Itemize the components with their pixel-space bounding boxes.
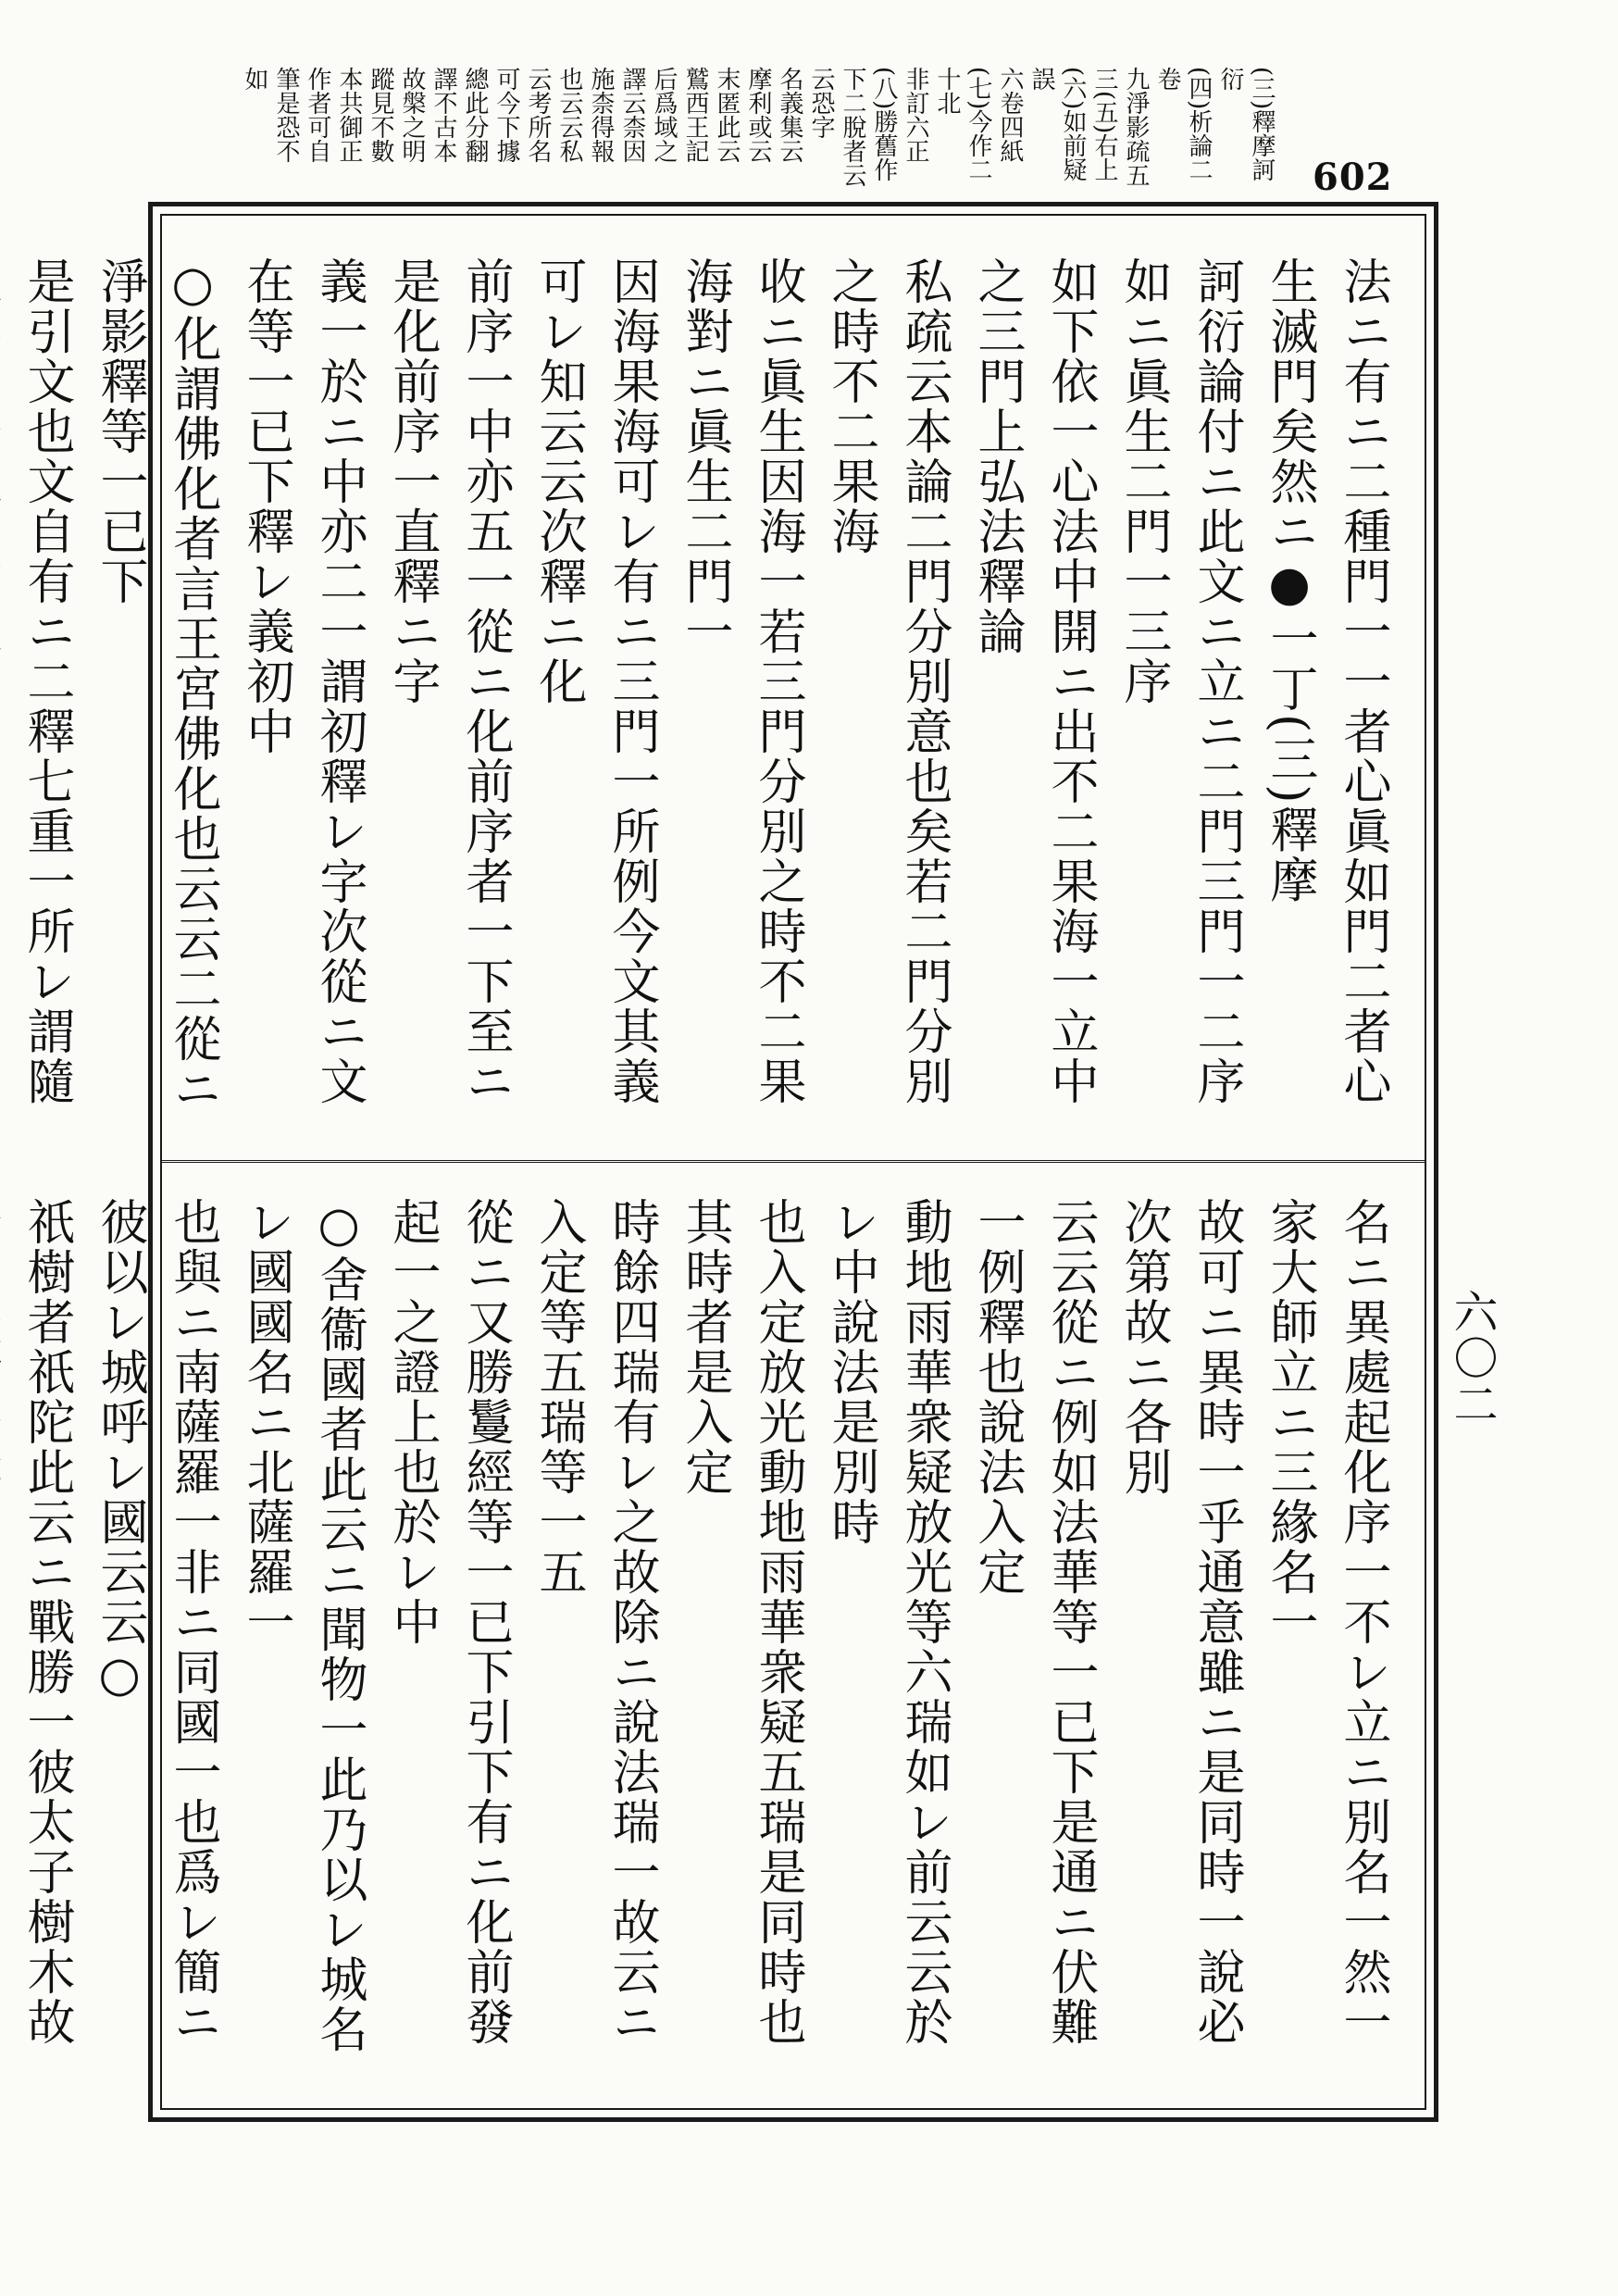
text-column: ○化謂佛化者言王宮佛化也云云二從ニ淨影釋等一已下 [92, 256, 220, 1114]
footnote-line: 鷲西王記 [681, 67, 709, 163]
footnote-line: 摩利或云 [744, 67, 772, 163]
text-column: 私疏云本論二門分別意也矣若二門分別之時不二果海 [823, 256, 952, 1106]
text-column: 動地雨華衆疑放光等六瑞如レ前云云於レ中說法是別時 [823, 1197, 952, 2047]
upper-text-block [19, 256, 1399, 1145]
footnote-line: 云恐字 [807, 67, 835, 139]
text-column: 時餘四瑞有レ之故除ニ說法瑞一故云ニ入定等五瑞等一五 [530, 1197, 659, 2047]
footnotes [222, 67, 1277, 187]
footnote-line: (四)析論二卷 [1153, 67, 1213, 182]
footnote-line: (六)如前疑誤 [1027, 67, 1087, 182]
text-column: 如下依一心法中開ニ出不二果海一立中之三門上弘法釋論 [969, 256, 1098, 1106]
lower-text-block [19, 1197, 1399, 2086]
footnote-line: 如 [241, 67, 268, 91]
footnote-line: (八)勝舊作 [870, 67, 898, 182]
footnote-line: 譯云柰因 [618, 67, 646, 163]
footnote-line: 也云云私 [555, 67, 583, 163]
text-column: 前序一中亦五一從ニ化前序者一下至ニ是化前序一直釋ニ字 [384, 256, 513, 1106]
inner-border [19, 214, 1426, 2110]
footnote-line: (七)今作二十北 [933, 67, 992, 182]
section-divider [162, 1160, 1425, 1163]
footnote-line: 三(五)右上 [1090, 67, 1118, 182]
text-column: 是引文也文自有ニ二釋七重一所レ謂隨 [19, 256, 74, 1106]
text-column: 因海果海可レ有ニ三門一所例今文其義可レ知云云次釋ニ化 [530, 256, 659, 1106]
text-column: 故可ニ異時一乎通意雖ニ是同時一說必次第故ニ各別 [1115, 1197, 1244, 2047]
footnote-line: 九淨影疏五 [1122, 67, 1150, 187]
footnote-line: 蹤見不數 [367, 67, 394, 163]
footnote-line: 下二脫者云 [839, 67, 866, 187]
footnote-line: 后爲域之 [650, 67, 678, 163]
footnote-line: 施柰得報 [587, 67, 615, 163]
page-number: 602 [1313, 156, 1393, 199]
footnote-line: 故槃之明 [398, 67, 426, 163]
text-column: 云云從ニ例如法華等一已下是通ニ伏難一例釋也說法入定 [969, 1197, 1098, 2047]
footnote-line: 末匿此云 [713, 67, 741, 163]
text-column: 祇樹者祇陀此云ニ戰勝一彼太子樹木故 [19, 1197, 74, 2047]
text-column: 也入定放光動地雨華衆疑五瑞是同時也其時者是入定 [677, 1197, 805, 2047]
text-frame [19, 202, 1438, 2122]
footnote-line: (三)釋摩訶衍 [1216, 67, 1276, 182]
footnote-line: 總此分翻 [461, 67, 489, 163]
text-column: 從ニ又勝鬘經等一已下引下有ニ化前發起一之證上也於レ中 [384, 1197, 513, 2047]
footnote-line: 作者可自 [304, 67, 331, 163]
footnote-line: 可今下據 [492, 67, 520, 163]
footnote-line: 筆是恐不 [272, 67, 300, 163]
footnote-line: 六卷四紙 [996, 67, 1024, 163]
text-column: 訶衍論付ニ此文ニ立ニ二門三門一二序如ニ眞生二門一三序 [1115, 256, 1244, 1106]
side-folio-number: 六〇二 [1446, 1289, 1498, 1428]
text-column: 義一於ニ中亦二一謂初釋レ字次從ニ文在等一已下釋レ義初中 [238, 256, 367, 1106]
text-column: 也與ニ南薩羅一非ニ同國一也爲レ簡ニ彼以レ城呼レ國云云○ [92, 1197, 220, 2047]
footnote-line: 名義集云 [776, 67, 803, 163]
text-column: 名ニ異處起化序一不レ立ニ別名一然一家大師立ニ三緣名一 [1262, 1197, 1390, 2047]
footnote-line: 非訂六正 [902, 67, 929, 163]
text-column: 法ニ有ニ二種門一一者心眞如門二者心生滅門矣然ニ●一丁(三)釋摩 [1262, 256, 1390, 1106]
footnote-line: 譯不古本 [429, 67, 457, 163]
text-column: 收ニ眞生因海一若三門分別之時不二果海對ニ眞生二門一 [677, 256, 805, 1106]
footnote-line: 本共御正 [335, 67, 363, 163]
text-column: ○舍衞國者此云ニ聞物一此乃以レ城名レ國國名ニ北薩羅一 [238, 1197, 367, 2054]
footnote-line: 云考所名 [524, 67, 552, 163]
